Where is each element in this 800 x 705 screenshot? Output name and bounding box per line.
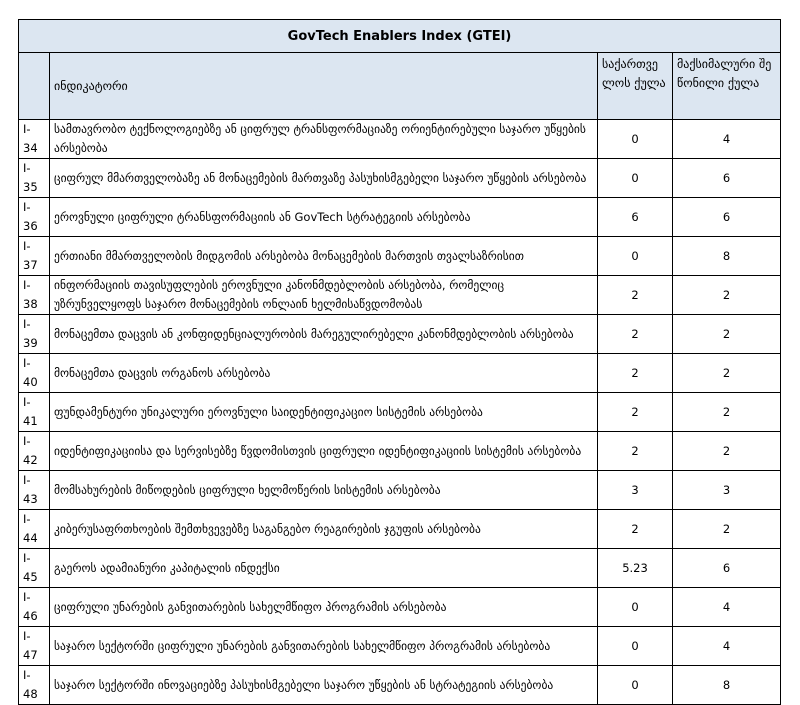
header-georgia-score: საქართველოს ქულა [598,53,673,120]
row-georgia-score: 0 [598,237,673,276]
table-row [19,432,781,471]
row-georgia-score: 2 [598,510,673,549]
table-row [19,198,781,237]
row-georgia-score: 6 [598,198,673,237]
row-id: I-35 [19,159,50,198]
row-id: I-43 [19,471,50,510]
table-row [19,237,781,276]
row-id: I-46 [19,588,50,627]
row-georgia-score: 2 [598,393,673,432]
row-max-weighted-score: 6 [673,549,781,588]
row-max-weighted-score: 2 [673,276,781,315]
row-max-weighted-score: 6 [673,159,781,198]
row-georgia-score: 2 [598,432,673,471]
row-indicator: ფუნდამენტური უნიკალური ეროვნული საიდენტიფიკაციო სისტემის არსებობა [50,393,598,432]
row-georgia-score: 0 [598,666,673,705]
row-georgia-score: 2 [598,315,673,354]
table-title: GovTech Enablers Index (GTEI) [19,20,781,53]
row-id: I-45 [19,549,50,588]
row-max-weighted-score: 8 [673,666,781,705]
table-row [19,549,781,588]
table-title-row [19,20,781,53]
header-max-weighted-score: მაქსიმალური შეწონილი ქულა [673,53,781,120]
row-max-weighted-score: 4 [673,627,781,666]
row-max-weighted-score: 3 [673,471,781,510]
row-georgia-score: 0 [598,588,673,627]
row-indicator: ერთიანი მმართველობის მიდგომის არსებობა მონაცემების მართვის თვალსაზრისით [50,237,598,276]
row-indicator: საჯარო სექტორში ინოვაციებზე პასუხისმგებელი საჯარო უწყების ან სტრატეგიის არსებობა [50,666,598,705]
row-georgia-score: 0 [598,120,673,159]
row-georgia-score: 3 [598,471,673,510]
row-max-weighted-score: 2 [673,510,781,549]
row-indicator: ეროვნული ციფრული ტრანსფორმაციის ან GovTech სტრატეგიის არსებობა [50,198,598,237]
row-indicator: მონაცემთა დაცვის ან კონფიდენციალურობის მარეგულირებელი კანონმდებლობის არსებობა [50,315,598,354]
row-indicator: გაეროს ადამიანური კაპიტალის ინდექსი [50,549,598,588]
row-id: I-37 [19,237,50,276]
row-id: I-44 [19,510,50,549]
header-id [19,53,50,120]
row-georgia-score: 2 [598,354,673,393]
table-row [19,354,781,393]
row-id: I-47 [19,627,50,666]
row-id: I-36 [19,198,50,237]
row-indicator: მონაცემთა დაცვის ორგანოს არსებობა [50,354,598,393]
table-row [19,315,781,354]
row-id: I-42 [19,432,50,471]
table-row [19,510,781,549]
row-id: I-39 [19,315,50,354]
row-max-weighted-score: 4 [673,120,781,159]
row-max-weighted-score: 2 [673,432,781,471]
row-max-weighted-score: 4 [673,588,781,627]
row-indicator: მომსახურების მიწოდების ციფრული ხელმოწერის სისტემის არსებობა [50,471,598,510]
row-indicator: ციფრული უნარების განვითარების სახელმწიფო პროგრამის არსებობა [50,588,598,627]
row-id: I-48 [19,666,50,705]
row-georgia-score: 5.23 [598,549,673,588]
row-max-weighted-score: 6 [673,198,781,237]
row-indicator: ციფრულ მმართველობაზე ან მონაცემების მართვაზე პასუხისმგებელი საჯარო უწყების არსებობა [50,159,598,198]
table-row [19,666,781,705]
row-id: I-40 [19,354,50,393]
row-max-weighted-score: 8 [673,237,781,276]
header-indicator: ინდიკატორი [50,53,598,120]
table-row [19,276,781,315]
row-id: I-34 [19,120,50,159]
row-indicator: კიბერუსაფრთხოების შემთხვევებზე საგანგებო რეაგირების ჯგუფის არსებობა [50,510,598,549]
row-indicator: საჯარო სექტორში ციფრული უნარების განვითარების სახელმწიფო პროგრამის არსებობა [50,627,598,666]
table-row [19,159,781,198]
row-max-weighted-score: 2 [673,393,781,432]
table-row [19,588,781,627]
row-indicator: იდენტიფიკაციისა და სერვისებზე წვდომისთვის ციფრული იდენტიფიკაციის სისტემის არსებობა [50,432,598,471]
row-indicator: ინფორმაციის თავისუფლების ეროვნული კანონმდებლობის არსებობა, რომელიც უზრუნველყოფს საჯარო მონაცემების ონლაინ ხელმისაწვდომობას [50,276,598,315]
row-georgia-score: 2 [598,276,673,315]
table-header-row [19,53,781,120]
row-max-weighted-score: 2 [673,315,781,354]
row-georgia-score: 0 [598,159,673,198]
row-id: I-38 [19,276,50,315]
row-georgia-score: 0 [598,627,673,666]
gtei-table [18,19,781,705]
row-max-weighted-score: 2 [673,354,781,393]
table-row [19,393,781,432]
table-row [19,471,781,510]
table-row [19,627,781,666]
table-row [19,120,781,159]
row-indicator: სამთავრობო ტექნოლოგიებზე ან ციფრულ ტრანსფორმაციაზე ორიენტირებული საჯარო უწყების არსებობა [50,120,598,159]
row-id: I-41 [19,393,50,432]
